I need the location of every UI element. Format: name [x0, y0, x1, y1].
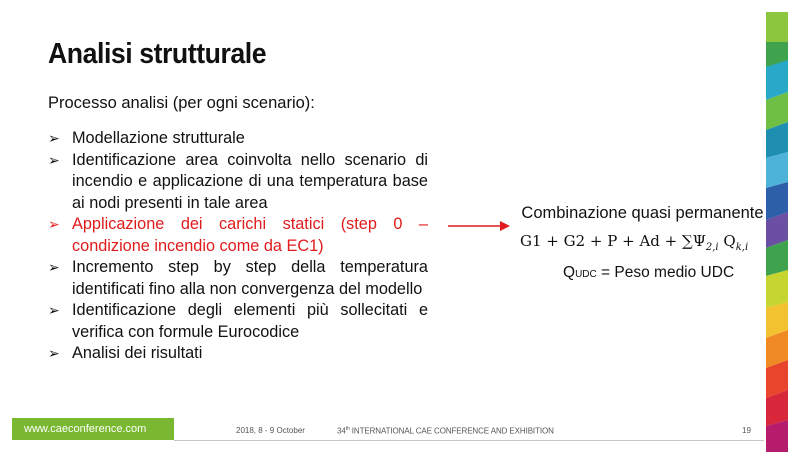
formula-terms: G1 + G2 + P + Ad + — [520, 232, 682, 250]
formula-subscript: k,i — [735, 242, 749, 253]
arrow-bullet-icon: ➢ — [48, 259, 60, 275]
list-item-text: Modellazione strutturale — [72, 129, 245, 147]
footer-conference — [337, 426, 554, 436]
list-item-text: Identificazione area coinvolta nello scenario di incendio e applicazione di una temperatura base ai nodi presenti in tale area — [72, 150, 428, 212]
list-item-highlighted — [48, 214, 428, 257]
page-number: 19 — [742, 426, 751, 435]
list-item — [48, 128, 428, 150]
combination-formula — [520, 232, 748, 253]
qudc-definition — [563, 264, 734, 282]
footer-date: 2018, 8 - 9 October — [236, 426, 305, 435]
arrow-bullet-icon: ➢ — [48, 216, 60, 232]
process-list — [48, 128, 428, 365]
qudc-text: = Peso medio UDC — [596, 264, 735, 281]
conference-number: 34 — [337, 426, 346, 436]
slide-subtitle: Processo analisi (per ogni scenario): — [48, 94, 315, 112]
arrow-bullet-icon: ➢ — [48, 345, 60, 361]
arrow-bullet-icon: ➢ — [48, 151, 60, 168]
formula-q: Q — [718, 232, 736, 250]
qudc-subscript: UDC — [575, 269, 597, 280]
qudc-symbol: Q — [563, 264, 576, 281]
footer-divider — [174, 440, 764, 441]
conference-name: INTERNATIONAL CAE CONFERENCE AND EXHIBITION — [349, 426, 554, 436]
list-item-text: Applicazione dei carichi statici (step 0 – condizione incendio come da EC1) — [72, 215, 428, 255]
slide-title: Analisi strutturale — [48, 38, 267, 70]
combination-title: Combinazione quasi permanente — [521, 204, 764, 222]
list-item-text: Analisi dei risultati — [72, 344, 203, 362]
list-item — [48, 150, 428, 215]
formula-sum: ∑Ψ — [682, 232, 706, 250]
arrow-bullet-icon: ➢ — [48, 302, 60, 318]
list-item-text: Incremento step by step della temperatura identificati fino alla non convergenza del modello — [72, 258, 428, 298]
conference-ordinal: th — [345, 426, 350, 432]
formula-subscript: 2,i — [705, 242, 719, 253]
list-item — [48, 257, 428, 300]
list-item — [48, 343, 428, 365]
arrow-bullet-icon: ➢ — [48, 130, 60, 146]
website-link[interactable]: www.caeconference.com — [12, 418, 174, 440]
list-item-text: Identificazione degli elementi più sollecitati e verifica con formule Eurocodice — [72, 301, 428, 341]
decorative-mosaic-strip — [766, 12, 788, 452]
red-arrow-icon — [448, 219, 510, 233]
list-item — [48, 300, 428, 343]
